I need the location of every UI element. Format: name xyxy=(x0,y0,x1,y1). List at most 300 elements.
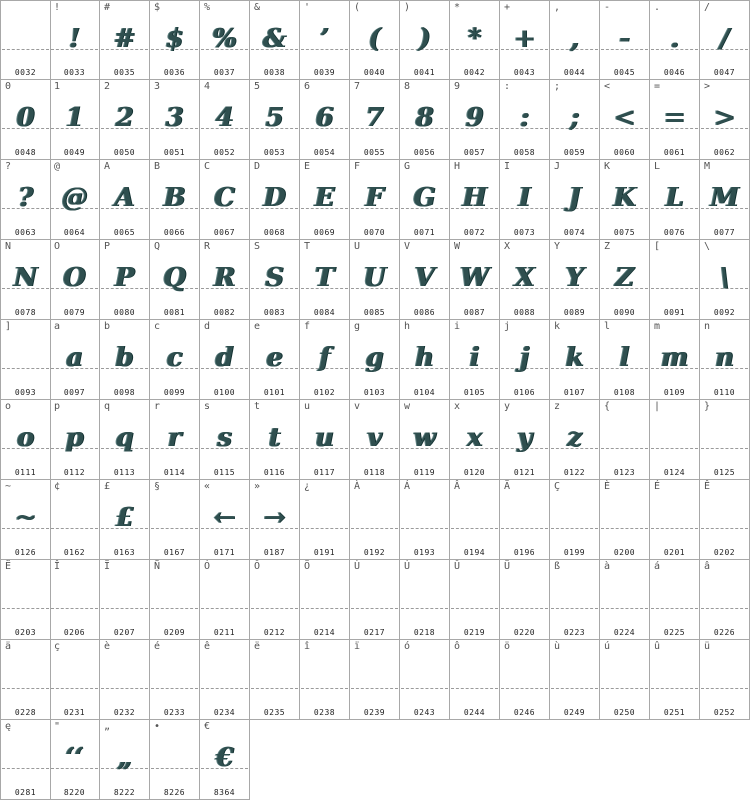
character-label: I xyxy=(504,161,511,172)
glyph-preview: £ xyxy=(115,503,134,533)
character-label: R xyxy=(204,241,211,252)
character-label: ê xyxy=(204,641,211,652)
character-label: ü xyxy=(704,641,711,652)
character-code: 8222 xyxy=(113,788,136,797)
character-code: 0243 xyxy=(413,708,436,717)
glyph-cell xyxy=(300,0,350,80)
character-label: Ó xyxy=(204,561,211,572)
character-label: Ö xyxy=(304,561,311,572)
glyph-preview: / xyxy=(719,24,730,54)
character-label: î xyxy=(304,641,311,652)
character-code: 0206 xyxy=(63,628,86,637)
glyph-preview: , xyxy=(569,24,580,54)
glyph-cell xyxy=(550,160,600,240)
character-code: 0065 xyxy=(113,228,136,237)
character-code: 0054 xyxy=(313,148,336,157)
character-label: Û xyxy=(454,561,461,572)
character-code: 0093 xyxy=(14,388,37,397)
glyph-cell xyxy=(250,0,300,80)
character-code: 0084 xyxy=(313,308,336,317)
character-code: 0233 xyxy=(163,708,186,717)
character-code: 0099 xyxy=(163,388,186,397)
glyph-cell xyxy=(500,320,550,400)
character-label: Î xyxy=(54,561,61,572)
character-code: 0163 xyxy=(113,548,136,557)
glyph-preview: 8 xyxy=(415,103,434,133)
character-label: h xyxy=(404,321,411,332)
character-code: 0073 xyxy=(513,228,536,237)
character-label: ä xyxy=(5,641,12,652)
character-label: / xyxy=(704,2,711,13)
baseline-divider xyxy=(301,688,348,689)
character-label: M xyxy=(704,161,711,172)
character-label: à xyxy=(604,561,611,572)
character-code: 0235 xyxy=(263,708,286,717)
glyph-cell xyxy=(100,560,150,640)
character-code: 0228 xyxy=(14,708,37,717)
character-code: 0086 xyxy=(413,308,436,317)
character-code: 8364 xyxy=(213,788,236,797)
character-label: § xyxy=(154,481,161,492)
baseline-divider xyxy=(2,768,49,769)
character-label: ; xyxy=(554,81,561,92)
glyph-preview: D xyxy=(263,183,286,213)
glyph-cell xyxy=(200,720,250,800)
character-label: ) xyxy=(404,2,411,13)
baseline-divider xyxy=(2,688,49,689)
glyph-cell xyxy=(200,480,250,560)
glyph-cell xyxy=(600,80,650,160)
character-code: 0052 xyxy=(213,148,236,157)
character-code: 0200 xyxy=(613,548,636,557)
character-label: 5 xyxy=(254,81,261,92)
character-code: 0117 xyxy=(313,468,336,477)
character-code: 0194 xyxy=(463,548,486,557)
character-code: 8220 xyxy=(63,788,86,797)
character-code: 0281 xyxy=(14,788,37,797)
character-code: 0043 xyxy=(513,68,536,77)
glyph-preview: K xyxy=(613,183,636,213)
glyph-cell xyxy=(350,480,400,560)
glyph-preview: F xyxy=(365,183,384,213)
glyph-cell xyxy=(250,240,300,320)
character-code: 0100 xyxy=(213,388,236,397)
character-label: Ô xyxy=(254,561,261,572)
glyph-preview: . xyxy=(669,24,680,54)
character-label: z xyxy=(554,401,561,412)
glyph-preview: 1 xyxy=(65,103,84,133)
character-label: . xyxy=(654,2,661,13)
glyph-preview: O xyxy=(63,263,86,293)
glyph-preview: 0 xyxy=(16,103,35,133)
baseline-divider xyxy=(51,688,98,689)
glyph-cell xyxy=(450,320,500,400)
baseline-divider xyxy=(701,528,748,529)
character-code: 0199 xyxy=(563,548,586,557)
glyph-preview: i xyxy=(469,343,480,373)
glyph-cell xyxy=(250,160,300,240)
character-label: Ç xyxy=(554,481,561,492)
character-code: 0113 xyxy=(113,468,136,477)
glyph-preview: L xyxy=(665,183,684,213)
character-code: 0044 xyxy=(563,68,586,77)
baseline-divider xyxy=(601,528,648,529)
character-label: „ xyxy=(104,721,111,732)
character-code: 0191 xyxy=(313,548,336,557)
character-label: Ä xyxy=(504,481,511,492)
glyph-cell xyxy=(150,240,200,320)
character-label: k xyxy=(554,321,561,332)
character-code: 0090 xyxy=(613,308,636,317)
character-label: { xyxy=(604,401,611,412)
glyph-cell xyxy=(450,240,500,320)
baseline-divider xyxy=(201,688,248,689)
glyph-cell xyxy=(300,480,350,560)
character-code: 0171 xyxy=(213,548,236,557)
character-code: 0066 xyxy=(163,228,186,237)
character-label: 7 xyxy=(354,81,361,92)
character-label: y xyxy=(504,401,511,412)
baseline-divider xyxy=(251,688,298,689)
character-label: U xyxy=(354,241,361,252)
glyph-cell xyxy=(150,0,200,80)
character-label: T xyxy=(304,241,311,252)
glyph-cell xyxy=(250,480,300,560)
character-code: 0058 xyxy=(513,148,536,157)
character-label: ! xyxy=(54,2,61,13)
character-label: 1 xyxy=(54,81,61,92)
glyph-preview: @ xyxy=(61,183,88,213)
glyph-cell xyxy=(300,240,350,320)
glyph-preview: E xyxy=(314,183,335,213)
glyph-preview: ’ xyxy=(319,24,330,54)
baseline-divider xyxy=(601,688,648,689)
character-label: m xyxy=(654,321,661,332)
glyph-cell xyxy=(0,640,51,720)
character-code: 0126 xyxy=(14,548,37,557)
character-code: 0115 xyxy=(213,468,236,477)
character-code: 0232 xyxy=(113,708,136,717)
glyph-preview: R xyxy=(213,263,236,293)
character-code: 0212 xyxy=(263,628,286,637)
character-label: É xyxy=(654,481,661,492)
glyph-cell xyxy=(350,160,400,240)
character-label: Â xyxy=(454,481,461,492)
character-label: P xyxy=(104,241,111,252)
character-label: u xyxy=(304,401,311,412)
glyph-cell xyxy=(200,560,250,640)
character-label: N xyxy=(5,241,12,252)
character-code: 0209 xyxy=(163,628,186,637)
character-label: Ü xyxy=(504,561,511,572)
character-code: 8226 xyxy=(163,788,186,797)
glyph-cell xyxy=(0,720,51,800)
character-code: 0042 xyxy=(463,68,486,77)
baseline-divider xyxy=(351,608,398,609)
character-label: V xyxy=(404,241,411,252)
character-label: O xyxy=(54,241,61,252)
glyph-cell xyxy=(300,80,350,160)
character-label: * xyxy=(454,2,461,13)
glyph-preview: q xyxy=(115,423,134,453)
character-code: 0224 xyxy=(613,628,636,637)
glyph-cell xyxy=(700,80,750,160)
glyph-cell xyxy=(700,560,750,640)
character-code: 0244 xyxy=(463,708,486,717)
character-code: 0193 xyxy=(413,548,436,557)
glyph-cell xyxy=(200,320,250,400)
character-label: < xyxy=(604,81,611,92)
baseline-divider xyxy=(501,528,548,529)
glyph-cell xyxy=(400,560,450,640)
character-label: L xyxy=(654,161,661,172)
character-label: ß xyxy=(554,561,561,572)
character-label: i xyxy=(454,321,461,332)
character-code: 0203 xyxy=(14,628,37,637)
character-code: 0083 xyxy=(263,308,286,317)
glyph-preview: x xyxy=(466,423,483,453)
character-label: - xyxy=(604,2,611,13)
glyph-cell xyxy=(350,400,400,480)
glyph-cell xyxy=(400,640,450,720)
glyph-preview: n xyxy=(715,343,734,373)
character-label: ¢ xyxy=(54,481,61,492)
glyph-preview: U xyxy=(363,263,386,293)
baseline-divider xyxy=(501,688,548,689)
character-label: ¿ xyxy=(304,481,311,492)
glyph-preview: \ xyxy=(719,263,730,293)
glyph-preview: d xyxy=(215,343,234,373)
character-code: 0063 xyxy=(14,228,37,237)
baseline-divider xyxy=(551,688,598,689)
glyph-cell xyxy=(500,160,550,240)
character-label: È xyxy=(604,481,611,492)
character-code: 0223 xyxy=(563,628,586,637)
character-code: 0033 xyxy=(63,68,86,77)
character-code: 0079 xyxy=(63,308,86,317)
baseline-divider xyxy=(151,608,198,609)
glyph-preview: & xyxy=(262,24,287,54)
glyph-preview: r xyxy=(167,423,182,453)
glyph-cell xyxy=(650,320,700,400)
glyph-preview: t xyxy=(268,423,281,453)
character-label: á xyxy=(654,561,661,572)
glyph-preview: p xyxy=(65,423,84,453)
character-label: q xyxy=(104,401,111,412)
glyph-preview: z xyxy=(567,423,582,453)
glyph-preview: 5 xyxy=(265,103,284,133)
glyph-cell xyxy=(350,560,400,640)
glyph-cell xyxy=(200,400,250,480)
character-label: ú xyxy=(604,641,611,652)
character-label: « xyxy=(204,481,211,492)
character-code: 0087 xyxy=(463,308,486,317)
character-code: 0046 xyxy=(663,68,686,77)
character-label: : xyxy=(504,81,511,92)
character-code: 0041 xyxy=(413,68,436,77)
glyph-cell xyxy=(200,640,250,720)
glyph-cell xyxy=(450,640,500,720)
baseline-divider xyxy=(651,288,698,289)
character-code: 0091 xyxy=(663,308,686,317)
baseline-divider xyxy=(51,528,98,529)
glyph-cell xyxy=(500,240,550,320)
character-code: 0114 xyxy=(163,468,186,477)
character-label: | xyxy=(654,401,661,412)
baseline-divider xyxy=(401,608,448,609)
character-label: è xyxy=(104,641,111,652)
character-code: 0071 xyxy=(413,228,436,237)
character-label: 6 xyxy=(304,81,311,92)
character-label: g xyxy=(354,321,361,332)
glyph-preview: Z xyxy=(615,263,634,293)
glyph-cell xyxy=(200,80,250,160)
character-code: 0051 xyxy=(163,148,186,157)
character-label: $ xyxy=(154,2,161,13)
baseline-divider xyxy=(301,608,348,609)
character-code: 0123 xyxy=(613,468,636,477)
baseline-divider xyxy=(151,528,198,529)
character-code: 0061 xyxy=(663,148,686,157)
character-label: X xyxy=(504,241,511,252)
character-label: D xyxy=(254,161,261,172)
baseline-divider xyxy=(2,608,49,609)
character-label: d xyxy=(204,321,211,332)
character-label: Ù xyxy=(354,561,361,572)
glyph-cell xyxy=(650,560,700,640)
baseline-divider xyxy=(201,608,248,609)
character-label: S xyxy=(254,241,261,252)
glyph-cell xyxy=(350,80,400,160)
character-label: Ë xyxy=(5,561,12,572)
glyph-cell xyxy=(100,80,150,160)
glyph-cell xyxy=(450,0,500,80)
character-code: 0050 xyxy=(113,148,136,157)
character-label: £ xyxy=(104,481,111,492)
character-code: 0078 xyxy=(14,308,37,317)
character-label: t xyxy=(254,401,261,412)
baseline-divider xyxy=(551,608,598,609)
character-code: 0207 xyxy=(113,628,136,637)
character-label: # xyxy=(104,2,111,13)
glyph-cell xyxy=(550,560,600,640)
character-label: C xyxy=(204,161,211,172)
character-code: 0097 xyxy=(63,388,86,397)
glyph-cell xyxy=(400,400,450,480)
character-label: B xyxy=(154,161,161,172)
character-code: 0098 xyxy=(113,388,136,397)
character-code: 0124 xyxy=(663,468,686,477)
character-label: E xyxy=(304,161,311,172)
glyph-cell xyxy=(100,320,150,400)
character-label: l xyxy=(604,321,611,332)
character-code: 0116 xyxy=(263,468,286,477)
glyph-preview: „ xyxy=(117,743,132,773)
glyph-preview: ! xyxy=(68,24,81,54)
character-code: 0040 xyxy=(363,68,386,77)
glyph-cell xyxy=(500,560,550,640)
glyph-preview: > xyxy=(713,103,736,133)
glyph-preview: k xyxy=(565,343,584,373)
baseline-divider xyxy=(601,608,648,609)
character-code: 0226 xyxy=(713,628,736,637)
glyph-cell xyxy=(500,0,550,80)
glyph-cell xyxy=(150,400,200,480)
baseline-divider xyxy=(251,608,298,609)
baseline-divider xyxy=(651,528,698,529)
character-code: 0103 xyxy=(363,388,386,397)
glyph-preview: : xyxy=(519,103,530,133)
glyph-preview: ( xyxy=(368,24,381,54)
character-label: Y xyxy=(554,241,561,252)
baseline-divider xyxy=(151,688,198,689)
baseline-divider xyxy=(2,49,49,50)
glyph-cell xyxy=(300,160,350,240)
character-code: 0062 xyxy=(713,148,736,157)
baseline-divider xyxy=(2,368,49,369)
glyph-cell xyxy=(150,320,200,400)
character-label: } xyxy=(704,401,711,412)
baseline-divider xyxy=(51,608,98,609)
character-label: û xyxy=(654,641,661,652)
character-code: 0068 xyxy=(263,228,286,237)
character-code: 0109 xyxy=(663,388,686,397)
character-label: ï xyxy=(354,641,361,652)
glyph-cell xyxy=(150,720,200,800)
glyph-preview: - xyxy=(619,24,630,54)
character-label: H xyxy=(454,161,461,172)
glyph-cell xyxy=(650,640,700,720)
glyph-cell xyxy=(100,640,150,720)
character-label: ö xyxy=(504,641,511,652)
glyph-cell xyxy=(700,640,750,720)
glyph-cell xyxy=(100,480,150,560)
baseline-divider xyxy=(701,608,748,609)
glyph-preview: S xyxy=(265,263,284,293)
character-label: ? xyxy=(5,161,12,172)
character-label: ( xyxy=(354,2,361,13)
character-label: , xyxy=(554,2,561,13)
glyph-cell xyxy=(50,560,100,640)
character-code: 0125 xyxy=(713,468,736,477)
glyph-cell xyxy=(100,400,150,480)
character-code: 0080 xyxy=(113,308,136,317)
character-code: 0045 xyxy=(613,68,636,77)
character-label: ç xyxy=(54,641,61,652)
character-label: & xyxy=(254,2,261,13)
glyph-cell xyxy=(300,640,350,720)
glyph-preview: T xyxy=(314,263,335,293)
glyph-cell xyxy=(650,480,700,560)
character-code: 0077 xyxy=(713,228,736,237)
character-label: 8 xyxy=(404,81,411,92)
character-code: 0076 xyxy=(663,228,686,237)
character-label: â xyxy=(704,561,711,572)
glyph-cell xyxy=(700,160,750,240)
glyph-preview: v xyxy=(366,423,383,453)
glyph-cell xyxy=(700,400,750,480)
character-code: 0035 xyxy=(113,68,136,77)
baseline-divider xyxy=(651,608,698,609)
glyph-cell xyxy=(600,0,650,80)
glyph-cell xyxy=(0,0,51,80)
glyph-cell xyxy=(50,640,100,720)
glyph-cell xyxy=(400,320,450,400)
glyph-cell xyxy=(700,480,750,560)
glyph-preview: Q xyxy=(163,263,186,293)
glyph-cell xyxy=(550,640,600,720)
character-label: Ú xyxy=(404,561,411,572)
